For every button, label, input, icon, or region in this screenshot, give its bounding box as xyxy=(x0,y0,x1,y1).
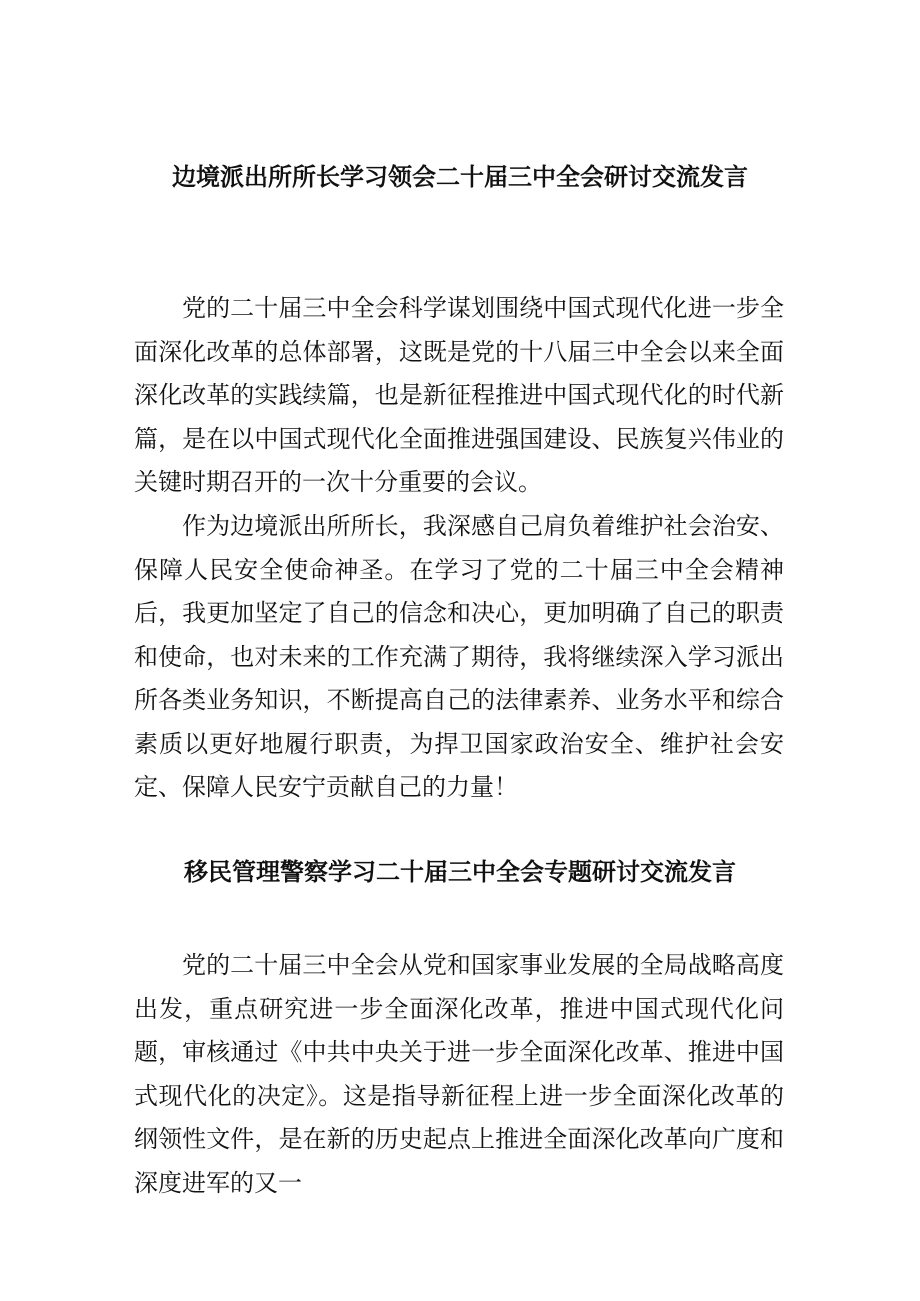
section-1-paragraph-1: 党的二十届三中全会科学谋划围绕中国式现代化进一步全面深化改革的总体部署，这既是党的十八届三中全会以来全面深化改革的实践续篇，也是新征程推进中国式现代化的时代新篇，是在以中国式现代化全面推进强国建设、民族复兴伟业的关键时期召开的一次十分重要的会议。 xyxy=(134,294,784,496)
section-1-paragraph-2: 作为边境派出所所长，我深感自己肩负着维护社会治安、保障人民安全使命神圣。在学习了党的二十届三中全会精神后，我更加坚定了自己的信念和决心，更加明确了自己的职责和使命，也对未来的工作充满了期待，我将继续深入学习派出所各类业务知识，不断提高自己的法律素养、业务水平和综合素质以更好地履行职责，为捍卫国家政治安全、维护社会安定、保障人民安宁贡献自己的力量！ xyxy=(134,512,784,801)
section-2-paragraph-1: 党的二十届三中全会从党和国家事业发展的全局战略高度出发，重点研究进一步全面深化改革，推进中国式现代化问题，审核通过《中共中央关于进一步全面深化改革、推进中国式现代化的决定》。这是指导新征程上进一步全面深化改革的纲领性文件，是在新的历史起点上推进全面深化改革向广度和深度进军的又一 xyxy=(134,951,784,1197)
section-2-title: 移民管理警察学习二十届三中全会专题研讨交流发言 xyxy=(184,858,736,886)
section-1-title: 边境派出所所长学习领会二十届三中全会研讨交流发言 xyxy=(172,163,748,191)
